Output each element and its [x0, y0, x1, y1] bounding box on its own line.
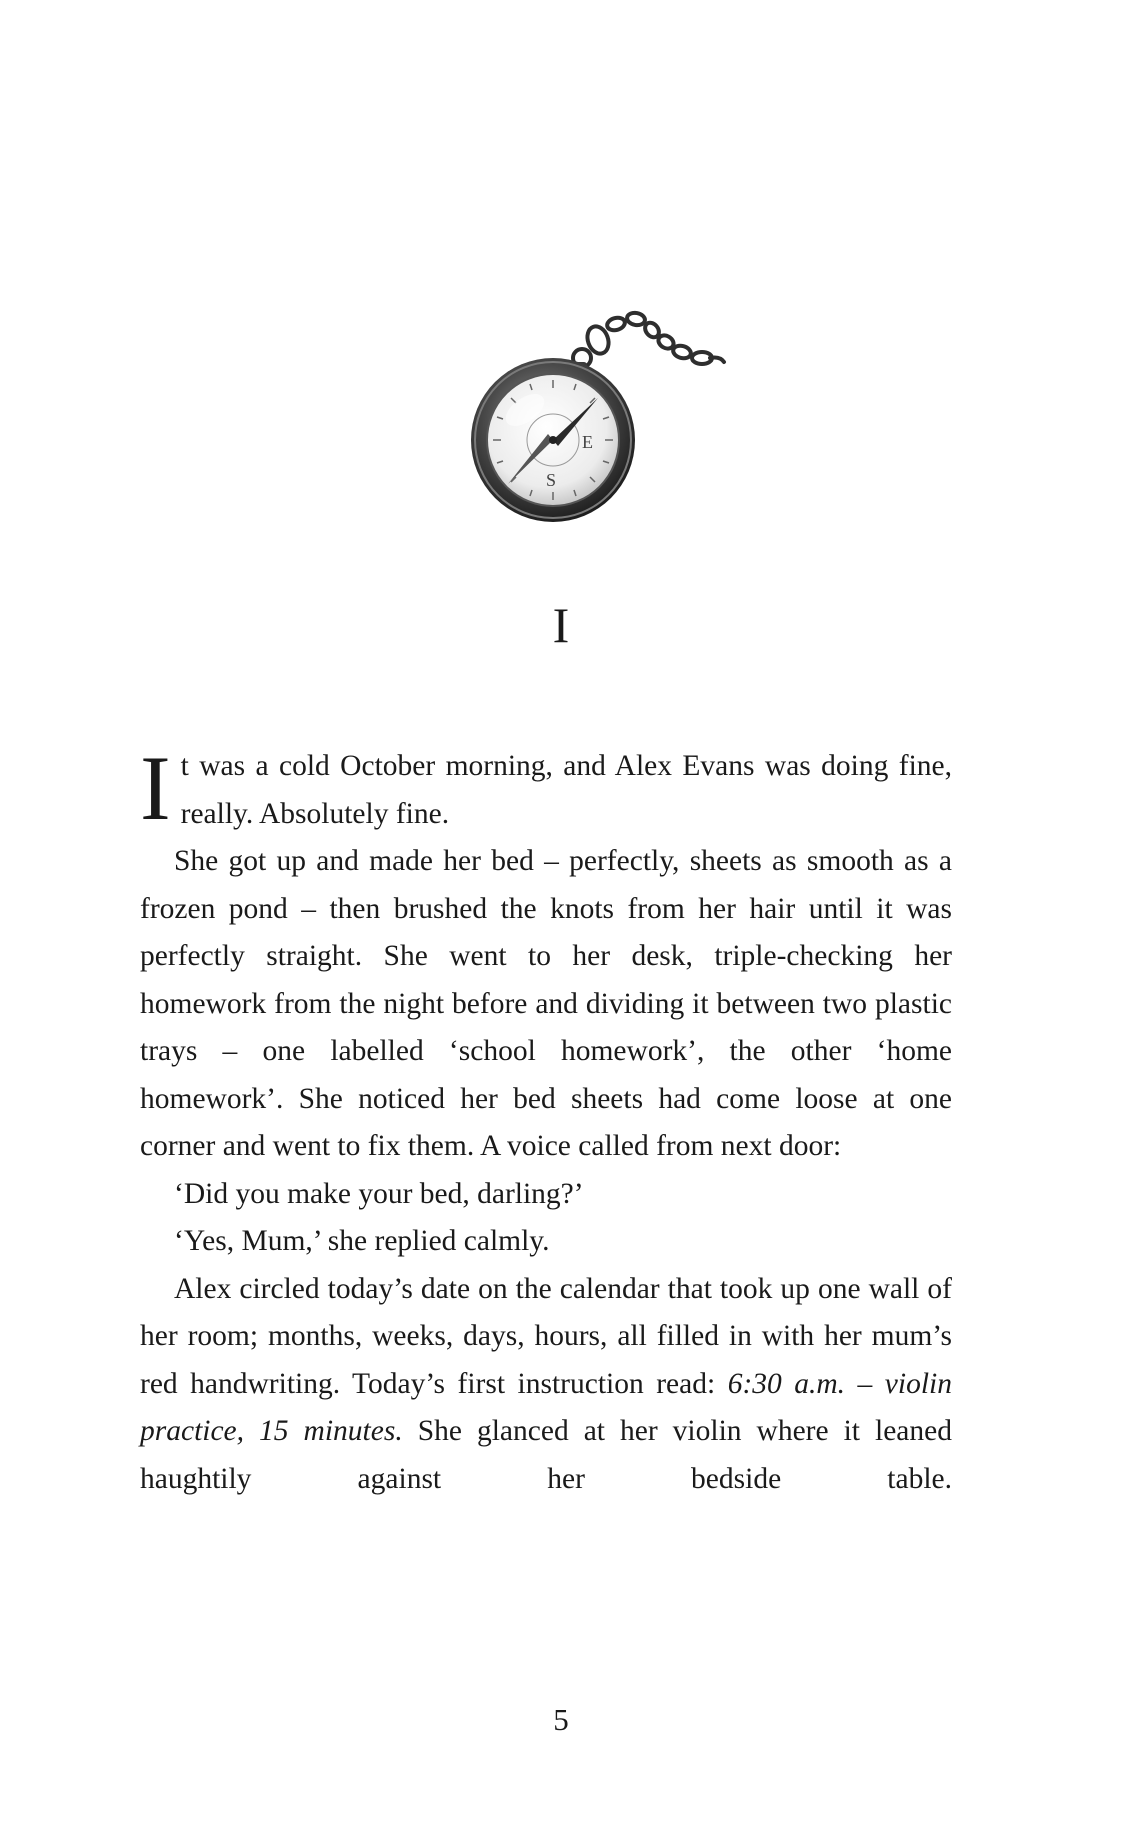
chapter-body-text — [140, 737, 952, 1503]
drop-cap: I — [140, 737, 171, 839]
paragraph — [140, 737, 952, 839]
chapter-number: I — [552, 597, 570, 653]
compass-south-label: S — [546, 470, 557, 490]
paragraph: ‘Yes, Mum,’ she replied calmly. — [174, 1225, 550, 1257]
schedule-instruction: 6:30 a.m. – violin practice, 15 minutes. — [140, 1367, 952, 1447]
compass-chain — [584, 312, 724, 364]
paragraph-text: She glanced at her violin where it leaned haughtily against her bedside table. — [140, 1415, 952, 1495]
compass-east-label: E — [582, 432, 593, 452]
paragraph-text: t was a cold October morning, and Alex Evans was doing fine, really. Absolutely fine. — [180, 750, 952, 830]
paragraph: ‘Did you make your bed, darling?’ — [174, 1177, 584, 1210]
paragraph-text: Alex circled today’s date on the calendar that took up one wall of her room; months, weeks, days, hours, all filled in with her mum’s red handwriting. Today’s first instruction read: — [140, 1272, 952, 1400]
paragraph — [140, 1266, 952, 1504]
pocket-compass-on-chain-icon — [430, 300, 750, 560]
page-number: 5 — [553, 1702, 569, 1737]
paragraph: She got up and made her bed – perfectly, sheets as smooth as a frozen pond – then brushed the knots from her hair until it was perfectly straight. She went to her desk, triple-checking her homework from the night before and dividing it between two plastic trays – one labelled ‘school homework’, the other ‘home homework’. She noticed her bed sheets had come loose at one corner and went to fix them. A voice called from next door: — [140, 845, 952, 1162]
